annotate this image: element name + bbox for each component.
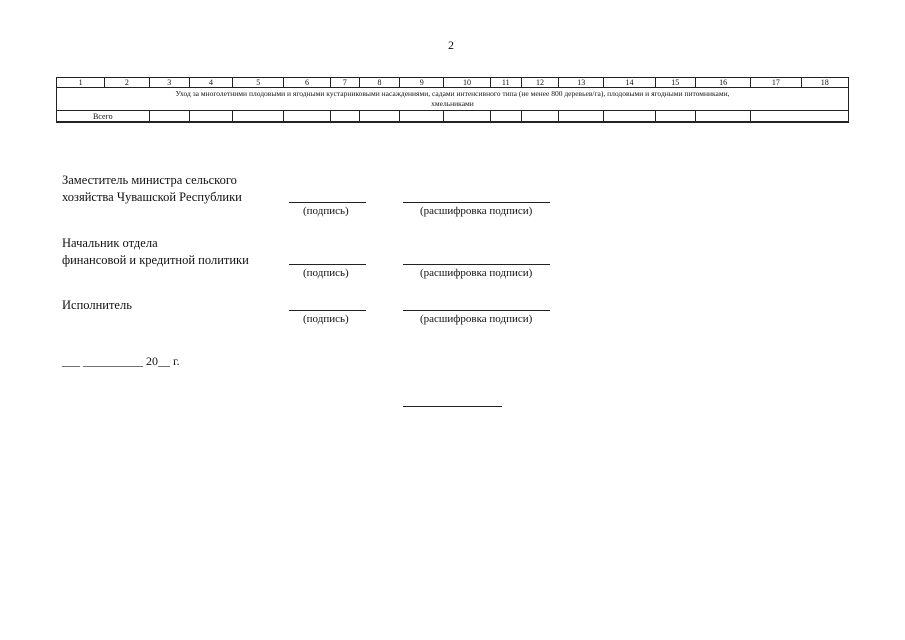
signature-title-executor — [62, 297, 132, 314]
name-caption: (расшифровка подписи) — [420, 205, 533, 217]
table-cell — [559, 111, 604, 123]
header-cell: 1 — [57, 78, 105, 88]
header-cell: 15 — [655, 78, 695, 88]
header-cell: 14 — [604, 78, 655, 88]
title-line: Исполнитель — [62, 298, 132, 312]
header-cell: 7 — [330, 78, 359, 88]
title-line: Заместитель министра сельского — [62, 173, 237, 187]
page-number: 2 — [448, 38, 454, 52]
section-heading-cell — [57, 88, 849, 111]
section-heading-line2: хмельниками — [431, 99, 474, 108]
table-cell — [400, 111, 444, 123]
table-cell — [444, 111, 490, 123]
signature-caption: (подпись) — [303, 205, 349, 217]
name-caption: (расшифровка подписи) — [420, 267, 533, 279]
header-cell: 18 — [801, 78, 848, 88]
table-cell — [284, 111, 330, 123]
total-row — [57, 111, 849, 123]
header-cell: 12 — [521, 78, 558, 88]
header-cell: 2 — [105, 78, 149, 88]
table-cell — [604, 111, 655, 123]
table-cell — [521, 111, 558, 123]
header-cell: 5 — [233, 78, 284, 88]
date-field: ___ __________ 20__ г. — [62, 354, 180, 368]
total-label: Всего — [57, 111, 150, 123]
signature-caption: (подпись) — [303, 313, 349, 325]
table-cell — [149, 111, 189, 123]
title-line: хозяйства Чувашской Республики — [62, 190, 242, 204]
table-cell — [330, 111, 359, 123]
table-cell — [233, 111, 284, 123]
table-cell — [189, 111, 232, 123]
signature-title-deputy-minister — [62, 172, 242, 206]
table-cell — [695, 111, 750, 123]
header-cell: 11 — [490, 78, 521, 88]
header-row — [57, 78, 849, 88]
signature-caption: (подпись) — [303, 267, 349, 279]
signature-line — [289, 310, 366, 311]
name-line — [403, 264, 550, 265]
table-cell — [359, 111, 399, 123]
section-heading-line1: Уход за многолетними плодовыми и ягодными кустарниковыми насаждениями, садами интенсивного типа (не менее 800 деревьев/га), плодовыми и ягодными питомниками, — [175, 89, 730, 98]
name-caption: (расшифровка подписи) — [420, 313, 533, 325]
signature-line — [289, 202, 366, 203]
header-cell: 13 — [559, 78, 604, 88]
header-cell: 8 — [359, 78, 399, 88]
end-divider — [403, 406, 502, 407]
table-cell — [490, 111, 521, 123]
header-cell: 10 — [444, 78, 490, 88]
section-row — [57, 88, 849, 111]
table-cell — [751, 111, 849, 123]
header-cell: 4 — [189, 78, 232, 88]
title-line: Начальник отдела — [62, 236, 158, 250]
header-cell: 3 — [149, 78, 189, 88]
header-cell: 6 — [284, 78, 330, 88]
header-cell: 17 — [751, 78, 801, 88]
title-line: финансовой и кредитной политики — [62, 253, 249, 267]
header-cell: 9 — [400, 78, 444, 88]
name-line — [403, 202, 550, 203]
header-cell: 16 — [695, 78, 750, 88]
table-cell — [655, 111, 695, 123]
signature-line — [289, 264, 366, 265]
signature-title-department-head — [62, 235, 249, 269]
name-line — [403, 310, 550, 311]
data-table — [56, 77, 849, 123]
